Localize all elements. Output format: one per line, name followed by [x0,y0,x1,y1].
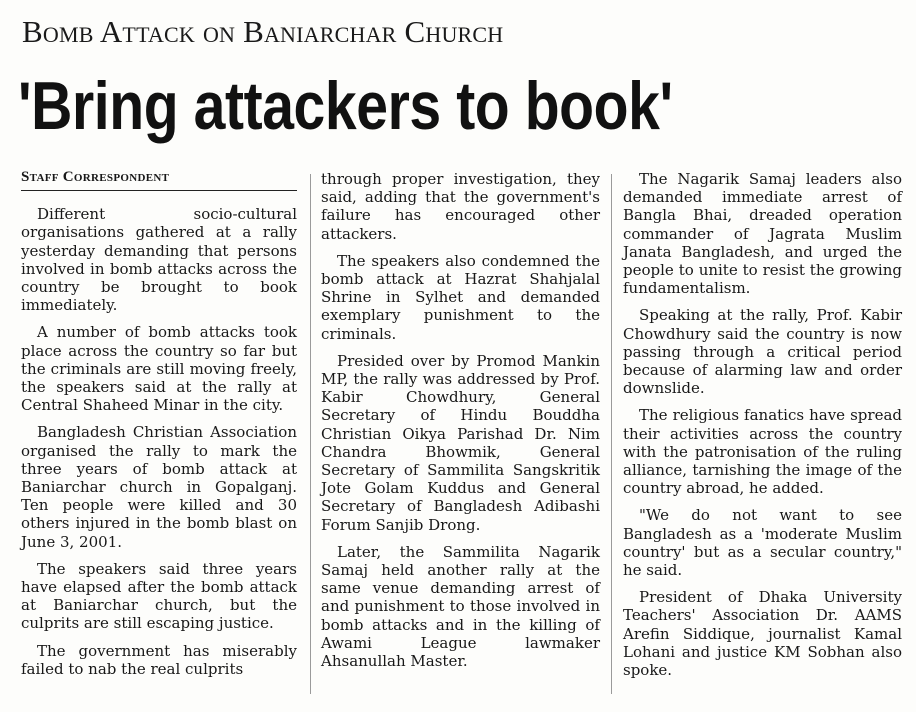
article-paragraph: The speakers said three years have elapsed after the bomb attack at Baniarchar church, but the culprits are still escaping justice. [21,559,297,633]
article-paragraph: Bangladesh Christian Association organised the rally to mark the three years of bomb attack at Baniarchar church in Gopalganj. Ten people were killed and 30 others injured in the bomb blast on June 3, 2001. [21,423,297,551]
headline: 'Bring attackers to book' [18,68,673,144]
article-paragraph: "We do not want to see Bangladesh as a 'moderate Muslim country' but as a secular country," he said. [623,506,902,580]
article-paragraph: President of Dhaka University Teachers' Association Dr. AAMS Arefin Siddique, journalist Kamal Lohani and justice KM Sobhan also spoke. [623,588,902,680]
article-paragraph: A number of bomb attacks took place across the country so far but the criminals are still moving freely, the speakers said at the rally at Central Shaheed Minar in the city. [21,323,297,415]
article-paragraph: The speakers also condemned the bomb attack at Hazrat Shahjalal Shrine in Sylhet and demanded exemplary punishment to the criminals. [321,251,600,343]
article-paragraph: Different socio-cultural organisations gathered at a rally yesterday demanding that persons involved in bomb attacks across the country be brought to book immediately. [21,205,297,315]
article-paragraph: The government has miserably failed to nab the real culprits [21,641,297,678]
column-3 [623,170,902,688]
column-2 [321,170,600,679]
article-paragraph: Presided over by Promod Mankin MP, the rally was addressed by Prof. Kabir Chowdhury, General Secretary of Hindu Bouddha Christian Oikya Parishad Dr. Nim Chandra Bhowmik, General Secretary of Sammilita Sangskritik Jote Golam Kuddus and General Secretary of Bangladesh Adibashi Forum Sanjib Drong. [321,351,600,534]
column-rule-1 [310,174,311,694]
byline: Staff Correspondent [21,168,297,191]
article-paragraph: Speaking at the rally, Prof. Kabir Chowdhury said the country is now passing through a critical period because of alarming law and order downslide. [623,306,902,398]
article-paragraph: Later, the Sammilita Nagarik Samaj held another rally at the same venue demanding arrest of and punishment to those involved in bomb attacks and in the killing of Awami League lawmaker Ahsanullah Master. [321,542,600,671]
article-paragraph: The religious fanatics have spread their activities across the country with the patronisation of the ruling alliance, tarnishing the image of the country abroad, he added. [623,406,902,498]
column-rule-2 [611,174,612,694]
article-paragraph: The Nagarik Samaj leaders also demanded immediate arrest of Bangla Bhai, dreaded operation commander of Jagrata Muslim Janata Bangladesh, and urged the people to unite to resist the growing fundamentalism. [623,170,902,298]
column-1 [21,168,297,687]
article-paragraph-continued: through proper investigation, they said, adding that the government's failure has encouraged other attackers. [321,170,600,243]
kicker-title: Bomb Attack on Baniarchar Church [22,14,504,49]
